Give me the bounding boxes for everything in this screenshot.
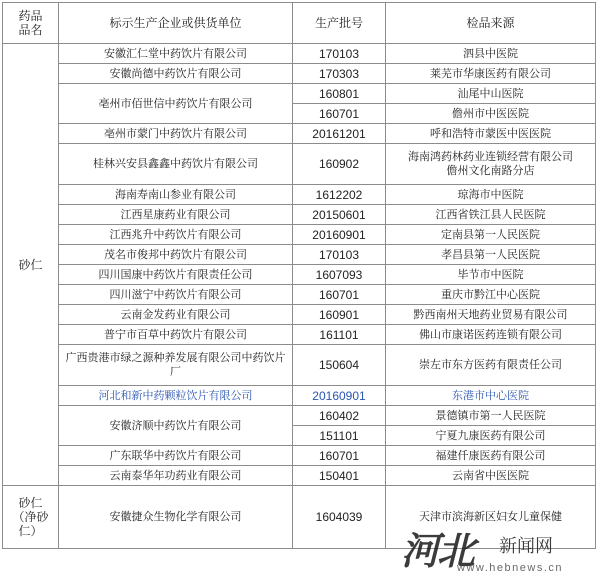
- table-row: [3, 345, 596, 386]
- producer-cell: 安徽尚德中药饮片有限公司: [59, 64, 293, 84]
- batch-cell: 160901: [293, 305, 386, 325]
- producer-cell: 安徽捷众生物化学有限公司: [59, 486, 293, 549]
- table-row: [3, 205, 596, 225]
- source-cell: 黔西南州天地药业贸易有限公司: [386, 305, 596, 325]
- table-row: [3, 44, 596, 64]
- inspection-table: [2, 2, 596, 549]
- batch-cell: 1612202: [293, 185, 386, 205]
- batch-cell: 150401: [293, 466, 386, 486]
- batch-cell: 1604039: [293, 486, 386, 549]
- producer-cell: 桂林兴安县鑫鑫中药饮片有限公司: [59, 144, 293, 185]
- watermark-url: www.hebnews.cn: [457, 562, 563, 574]
- batch-cell: 1607093: [293, 265, 386, 285]
- source-cell: 宁夏九康医药有限公司: [386, 426, 596, 446]
- table-row-highlighted: [3, 386, 596, 406]
- source-cell: 崇左市东方医药有限责任公司: [386, 345, 596, 386]
- producer-cell: 江西兆升中药饮片有限公司: [59, 225, 293, 245]
- source-cell: 景德镇市第一人民医院: [386, 406, 596, 426]
- producer-cell: 亳州市蒙门中药饮片有限公司: [59, 124, 293, 144]
- watermark-logo-text: 河北: [401, 528, 474, 573]
- source-cell: 孝昌县第一人民医院: [386, 245, 596, 265]
- table-row: [3, 466, 596, 486]
- table-row: [3, 225, 596, 245]
- source-cell: 云南省中医医院: [386, 466, 596, 486]
- batch-cell: 20160901: [293, 225, 386, 245]
- table-row: [3, 84, 596, 104]
- producer-cell: 四川国康中药饮片有限责任公司: [59, 265, 293, 285]
- source-cell: 呼和浩特市蒙医中医医院: [386, 124, 596, 144]
- producer-cell: 云南泰华年功药业有限公司: [59, 466, 293, 486]
- source-cell: 汕尾中山医院: [386, 84, 596, 104]
- header-producer: 标示生产企业或供货单位: [59, 3, 293, 44]
- source-cell: 定南县第一人民医院: [386, 225, 596, 245]
- producer-cell: 广西贵港市绿之源种养发展有限公司中药饮片厂: [59, 345, 293, 386]
- table-row: [3, 305, 596, 325]
- source-cell: 莱芜市华康医药有限公司: [386, 64, 596, 84]
- batch-cell: 151101: [293, 426, 386, 446]
- batch-cell: 160801: [293, 84, 386, 104]
- producer-cell: 安徽济顺中药饮片有限公司: [59, 406, 293, 446]
- producer-cell: 河北和新中药颗粒饮片有限公司: [59, 386, 293, 406]
- table-header-row: [3, 3, 596, 44]
- watermark-site-name: 新闻网: [499, 536, 553, 557]
- source-cell: 海南鸿药林药业连锁经营有限公司 儋州文化南路分店: [386, 144, 596, 185]
- table-row: [3, 144, 596, 185]
- producer-cell: 亳州市佰世信中药饮片有限公司: [59, 84, 293, 124]
- batch-cell: 161101: [293, 325, 386, 345]
- batch-cell: 20161201: [293, 124, 386, 144]
- table-row: [3, 265, 596, 285]
- producer-cell: 云南金发药业有限公司: [59, 305, 293, 325]
- batch-cell: 20150601: [293, 205, 386, 225]
- header-drug: 药品 品名: [3, 3, 59, 44]
- table-row: [3, 185, 596, 205]
- drug-name-cell: 砂仁 （净砂 仁）: [3, 486, 59, 549]
- batch-cell: 160701: [293, 104, 386, 124]
- source-cell: 重庆市黔江中心医院: [386, 285, 596, 305]
- table-row: [3, 406, 596, 426]
- producer-cell: 海南寿南山参业有限公司: [59, 185, 293, 205]
- table-row: [3, 325, 596, 345]
- source-cell: 琼海市中医院: [386, 185, 596, 205]
- producer-cell: 广东联华中药饮片有限公司: [59, 446, 293, 466]
- batch-cell: 160402: [293, 406, 386, 426]
- table-row: [3, 486, 596, 549]
- header-source: 检品来源: [386, 3, 596, 44]
- table-row: [3, 124, 596, 144]
- batch-cell: 160902: [293, 144, 386, 185]
- table-row: [3, 285, 596, 305]
- batch-cell: 170103: [293, 245, 386, 265]
- table-row: [3, 64, 596, 84]
- table-row: [3, 245, 596, 265]
- source-cell: 江西省铁江县人民医院: [386, 205, 596, 225]
- source-cell: 佛山市康诺医药连锁有限公司: [386, 325, 596, 345]
- batch-cell: 150604: [293, 345, 386, 386]
- producer-cell: 茂名市俊邦中药饮片有限公司: [59, 245, 293, 265]
- source-cell: 福建仟康医药有限公司: [386, 446, 596, 466]
- header-batch: 生产批号: [293, 3, 386, 44]
- batch-cell: 170303: [293, 64, 386, 84]
- batch-cell: 170103: [293, 44, 386, 64]
- source-cell: 泗县中医院: [386, 44, 596, 64]
- source-cell: 毕节市中医院: [386, 265, 596, 285]
- producer-cell: 普宁市百草中药饮片有限公司: [59, 325, 293, 345]
- source-cell: 儋州市中医医院: [386, 104, 596, 124]
- source-cell: 东港市中心医院: [386, 386, 596, 406]
- source-cell: 天津市滨海新区妇女儿童保健: [386, 486, 596, 549]
- batch-cell: 160701: [293, 285, 386, 305]
- batch-cell: 160701: [293, 446, 386, 466]
- table-row: [3, 446, 596, 466]
- producer-cell: 四川滋宁中药饮片有限公司: [59, 285, 293, 305]
- batch-cell: 20160901: [293, 386, 386, 406]
- producer-cell: 安徽汇仁堂中药饮片有限公司: [59, 44, 293, 64]
- producer-cell: 江西星康药业有限公司: [59, 205, 293, 225]
- drug-name-cell: 砂仁: [3, 44, 59, 486]
